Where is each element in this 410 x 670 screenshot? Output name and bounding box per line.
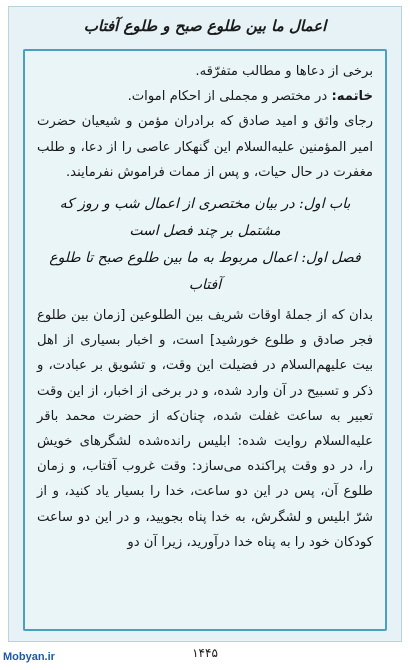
closing-line xyxy=(37,84,373,109)
page-frame xyxy=(8,6,402,642)
text-box xyxy=(23,49,387,631)
closing-label: خاتمه: xyxy=(331,89,373,105)
running-header: اعمال ما بین طلوع صبح و طلوع آفتاب xyxy=(83,17,327,35)
line-intro: برخی از دعاها و مطالب متفرّقه. xyxy=(195,64,373,79)
page-number: ۱۴۴۵ xyxy=(192,646,218,660)
section-heading: فصل اول: اعمال مربوط به ما بین طلوع صبح تا طلوع آفتاب xyxy=(49,250,361,294)
closing-text: در مختصر و مجملی از احکام اموات. xyxy=(127,89,332,105)
paragraph-prayer-request: رجای واثق و امید صادق که برادران مؤمن و شیعیان حضرت امیر المؤمنین علیه‌السلام این گنهکار عاصی را از دعا، و طلب مغفرت در حال حیات، و پس از ممات فراموش نفرمایند. xyxy=(37,114,373,180)
chapter-heading: باب اول: در بیان مختصری از اعمال شب و روز که مشتمل بر چند فصل است xyxy=(59,196,351,240)
site-brand: Mobyan.ir xyxy=(3,651,55,663)
paragraph-main: بدان که از جملهٔ اوقات شریف بین الطلوعین [زمان بین طلوع فجر صادق و طلوع خورشید] است، و اخبار بسیاری از اهل بیت علیهم‌السلام در فضیلت این وقت، و تشویق بر عبادت، و ذکر و تسبیح در آن وارد شده، و در برخی از اخبار، از این وقت تعبیر به ساعت غفلت شده، چنان‌که از حضرت محمد باقر علیه‌السلام روایت شده: ابلیس رانده‌شده لشگرهای خویش را، در دو وقت پراکنده می‌سازد: وقت غروب آفتاب، و زمان طلوع آن، پس در این دو ساعت، خدا را بسیار یاد کنید، و از شرّ ابلیس و لشگرش، به خدا پناه بجویید، و در این دو ساعت کودکان خود را به پناه خدا درآورید، زیرا آن دو xyxy=(37,308,373,550)
